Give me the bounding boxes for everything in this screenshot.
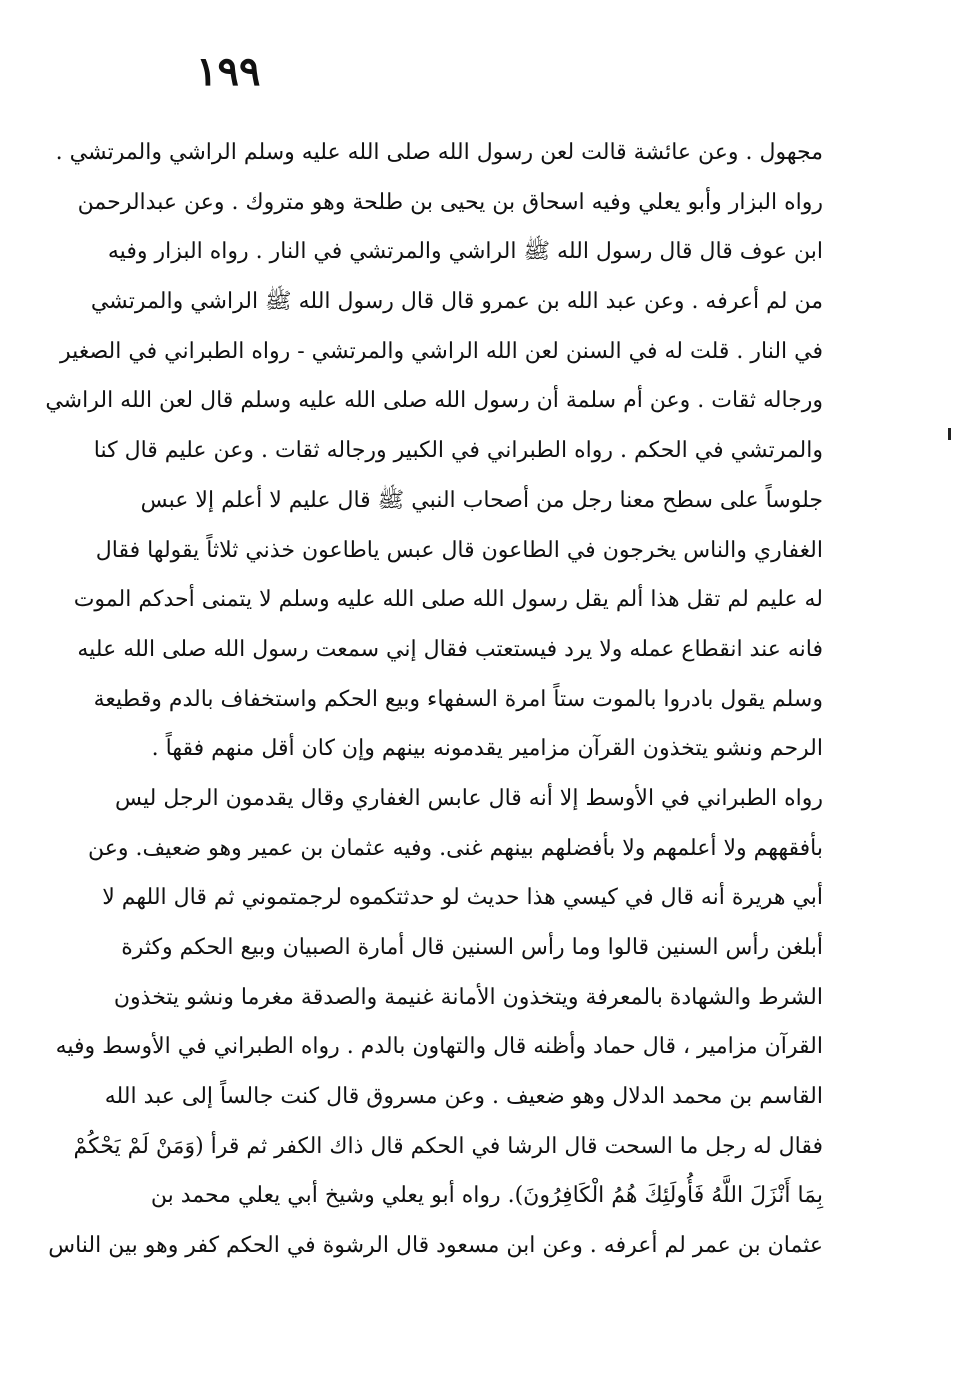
text-line: من لم أعرفه . وعن عبد الله بن عمرو قال قال رسول الله ﷺ الراشي والمرتشي (90, 289, 823, 315)
text-line: وسلم يقول بادروا بالموت ستاً امرة السفهاء وبيع الحكم واستخفاف بالدم وقطيعة (93, 686, 823, 712)
page-number: ١٩٩ (196, 48, 261, 95)
text-line: القرآن مزامير ، قال حماد وأظنه قال والتهاون بالدم . رواه الطبراني في الأوسط وفيه (55, 1034, 823, 1060)
text-line: الغفاري والناس يخرجون في الطاعون قال عبس ياطاعون خذني ثلاثاً يقولها فقال (95, 537, 823, 563)
text-line: رواه البزار وأبو يعلي وفيه اسحاق بن يحيى بن طلحة وهو متروك . وعن عبدالرحمن (77, 189, 823, 215)
text-line: عثمان بن عمر لم أعرفه . وعن ابن مسعود قال الرشوة في الحكم كفر وهو بين الناس (48, 1233, 823, 1259)
text-line: والمرتشي في الحكم . رواه الطبراني في الكبير ورجاله ثقات . وعن عليم قال كنا (93, 438, 823, 464)
text-line: أبي هريرة أنه قال في كيسي هذا حديث لو حدثتكموه لرجمتموني ثم قال اللهم لا (102, 885, 823, 911)
text-line: بأفقههم ولا أعلمهم ولا بأفضلهم بينهم غنى. وفيه عثمان بن عمير وهو ضعيف. وعن (87, 835, 823, 861)
text-line: رواه الطبراني في الأوسط إلا أنه قال عابس الغفاري وقال يقدمون الرجل ليس (114, 785, 823, 811)
text-line: ابن عوف قال قال رسول الله ﷺ الراشي والمرتشي في النار . رواه البزار وفيه (107, 239, 823, 265)
text-line: الرحم ونشو يتخذون القرآن مزامير يقدمونه بينهم وإن كان أقل منهم فقهاً . (151, 736, 823, 762)
text-line: بِمَا أَنْزَلَ اللَّهُ فَأُولَئِكَ هُمُ الْكَافِرُونَ). رواه أبو يعلي وشيخ أبي يعلي محمد بن (150, 1183, 823, 1209)
text-line: أبلغن رأس السنين قالوا وما رأس السنين قال أمارة الصبيان وبيع الحكم وكثرة (121, 935, 823, 960)
text-line: الشرط والشهادة بالمعرفة ويتخذون الأمانة غنيمة والصدقة مغرما ونشو يتخذون (113, 984, 823, 1010)
text-line: جلوساً على سطح معنا رجل من أصحاب النبي ﷺ قال عليم لا أعلم إلا عبس (140, 487, 823, 513)
text-line: في النار . قلت له في السنن لعن الله الراشي والمرتشي - رواه الطبراني في الصغير (60, 338, 823, 364)
text-line: فقال له رجل ما السحت قال الرشا في الحكم قال ذاك الكفر ثم قرأ (وَمَنْ لَمْ يَحْكُمْ (73, 1133, 823, 1159)
text-line: مجهول . وعن عائشة قالت لعن رسول الله صلى الله عليه وسلم الراشي والمرتشي . (55, 140, 823, 165)
scan-mark (948, 428, 951, 440)
text-line: له عليم لم تقل هذا ألم يقل رسول الله صلى الله عليه وسلم لا يتمنى أحدكم الموت (73, 587, 823, 613)
body-text (45, 128, 823, 1271)
text-line: فانه عند انقطاع عمله ولا يرد فيستعتب فقال إني سمعت رسول الله صلى الله عليه (77, 636, 823, 662)
text-line: القاسم بن محمد الدلال وهو ضعيف . وعن مسروق قال كنت جالساً إلى عبد الله (104, 1084, 823, 1110)
text-line: ورجاله ثقات . وعن أم سلمة أن رسول الله صلى الله عليه وسلم قال لعن الله الراشي (45, 388, 823, 414)
